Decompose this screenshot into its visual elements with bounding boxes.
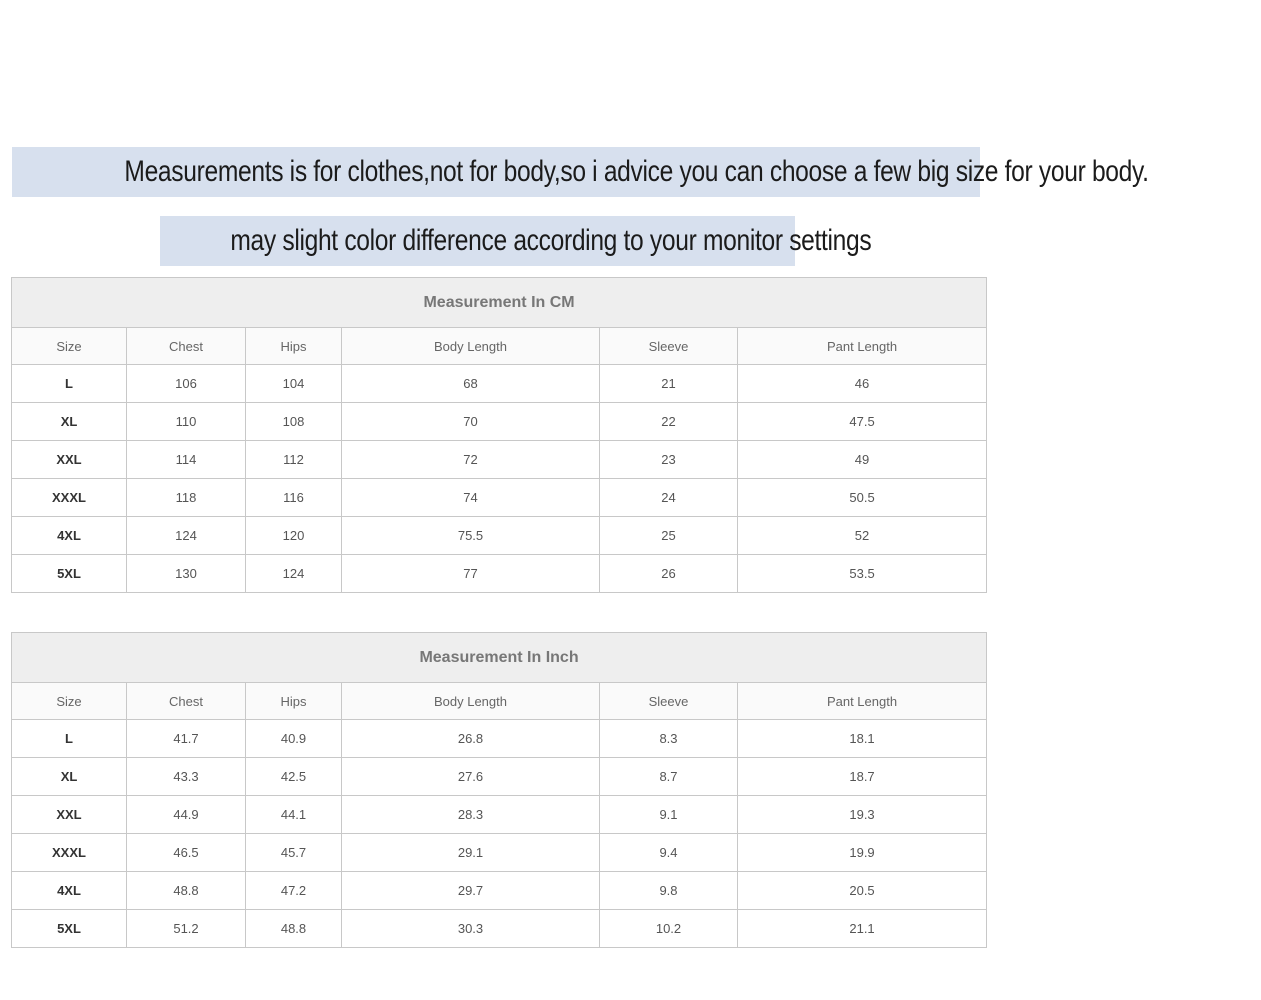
- measurement-cell: 114: [127, 441, 246, 479]
- column-header: Body Length: [342, 683, 600, 720]
- measurement-cell: 25: [600, 517, 738, 555]
- size-cell: XXL: [12, 796, 127, 834]
- size-cell: XL: [12, 758, 127, 796]
- measurement-cell: 52: [738, 517, 987, 555]
- measurement-cell: 75.5: [342, 517, 600, 555]
- measurement-cell: 9.4: [600, 834, 738, 872]
- measurement-cell: 120: [246, 517, 342, 555]
- measurement-cell: 18.7: [738, 758, 987, 796]
- measurement-cell: 9.1: [600, 796, 738, 834]
- measurement-cell: 130: [127, 555, 246, 593]
- measurement-cell: 29.1: [342, 834, 600, 872]
- column-header: Sleeve: [600, 328, 738, 365]
- size-table-cm: [11, 277, 987, 593]
- column-header: Size: [12, 683, 127, 720]
- measurement-cell: 49: [738, 441, 987, 479]
- measurement-cell: 26: [600, 555, 738, 593]
- measurement-cell: 106: [127, 365, 246, 403]
- measurement-cell: 47.2: [246, 872, 342, 910]
- table-row: [12, 365, 987, 403]
- measurement-cell: 28.3: [342, 796, 600, 834]
- measurement-cell: 23: [600, 441, 738, 479]
- measurement-cell: 48.8: [127, 872, 246, 910]
- measurement-cell: 118: [127, 479, 246, 517]
- column-header: Sleeve: [600, 683, 738, 720]
- measurement-cell: 9.8: [600, 872, 738, 910]
- measurement-cell: 20.5: [738, 872, 987, 910]
- size-cell: 4XL: [12, 517, 127, 555]
- table-title: Measurement In Inch: [12, 633, 987, 683]
- table-row: [12, 441, 987, 479]
- measurement-cell: 45.7: [246, 834, 342, 872]
- column-header: Pant Length: [738, 683, 987, 720]
- measurement-cell: 68: [342, 365, 600, 403]
- measurement-cell: 21: [600, 365, 738, 403]
- measurement-cell: 43.3: [127, 758, 246, 796]
- measurement-cell: 18.1: [738, 720, 987, 758]
- measurement-cell: 30.3: [342, 910, 600, 948]
- measurement-cell: 51.2: [127, 910, 246, 948]
- measurement-cell: 42.5: [246, 758, 342, 796]
- color-difference-note-text: may slight color difference according to your monitor settings: [230, 224, 872, 257]
- measurement-cell: 26.8: [342, 720, 600, 758]
- column-header: Pant Length: [738, 328, 987, 365]
- measurement-cell: 19.9: [738, 834, 987, 872]
- column-header: Body Length: [342, 328, 600, 365]
- size-cell: XL: [12, 403, 127, 441]
- size-cell: XXL: [12, 441, 127, 479]
- measurement-cell: 29.7: [342, 872, 600, 910]
- column-header: Size: [12, 328, 127, 365]
- column-header: Hips: [246, 683, 342, 720]
- table-row: [12, 834, 987, 872]
- measurement-cell: 24: [600, 479, 738, 517]
- table-row: [12, 910, 987, 948]
- measurement-cell: 8.3: [600, 720, 738, 758]
- table-row: [12, 555, 987, 593]
- measurement-cell: 104: [246, 365, 342, 403]
- measurement-cell: 48.8: [246, 910, 342, 948]
- size-cell: 5XL: [12, 555, 127, 593]
- measurement-cell: 72: [342, 441, 600, 479]
- measurement-cell: 53.5: [738, 555, 987, 593]
- measurement-cell: 46.5: [127, 834, 246, 872]
- size-table-inch: [11, 632, 987, 948]
- measurement-cell: 124: [127, 517, 246, 555]
- measurement-cell: 21.1: [738, 910, 987, 948]
- measurement-cell: 27.6: [342, 758, 600, 796]
- column-header: Chest: [127, 683, 246, 720]
- measurement-cell: 40.9: [246, 720, 342, 758]
- column-header: Chest: [127, 328, 246, 365]
- measurement-cell: 8.7: [600, 758, 738, 796]
- size-cell: 5XL: [12, 910, 127, 948]
- size-cell: XXXL: [12, 479, 127, 517]
- measurement-cell: 112: [246, 441, 342, 479]
- measurement-cell: 47.5: [738, 403, 987, 441]
- measurement-cell: 19.3: [738, 796, 987, 834]
- measurement-cell: 46: [738, 365, 987, 403]
- column-header: Hips: [246, 328, 342, 365]
- size-cell: XXXL: [12, 834, 127, 872]
- measurement-cell: 44.9: [127, 796, 246, 834]
- size-cell: L: [12, 720, 127, 758]
- table-header-row: [12, 683, 987, 720]
- measurement-note: [12, 147, 1149, 197]
- measurement-cell: 70: [342, 403, 600, 441]
- measurement-cell: 44.1: [246, 796, 342, 834]
- table-row: [12, 479, 987, 517]
- measurement-cell: 41.7: [127, 720, 246, 758]
- table-title: Measurement In CM: [12, 278, 987, 328]
- measurement-cell: 108: [246, 403, 342, 441]
- table-row: [12, 758, 987, 796]
- table-row: [12, 403, 987, 441]
- measurement-cell: 116: [246, 479, 342, 517]
- measurement-cell: 74: [342, 479, 600, 517]
- table-row: [12, 872, 987, 910]
- size-cell: 4XL: [12, 872, 127, 910]
- measurement-cell: 22: [600, 403, 738, 441]
- measurement-cell: 10.2: [600, 910, 738, 948]
- size-cell: L: [12, 365, 127, 403]
- table-row: [12, 517, 987, 555]
- measurement-cell: 110: [127, 403, 246, 441]
- measurement-cell: 77: [342, 555, 600, 593]
- table-row: [12, 720, 987, 758]
- measurement-cell: 50.5: [738, 479, 987, 517]
- table-header-row: [12, 328, 987, 365]
- table-row: [12, 796, 987, 834]
- color-difference-note: [160, 216, 872, 266]
- measurement-cell: 124: [246, 555, 342, 593]
- measurement-note-text: Measurements is for clothes,not for body,so i advice you can choose a few big size for your body.: [124, 155, 1149, 188]
